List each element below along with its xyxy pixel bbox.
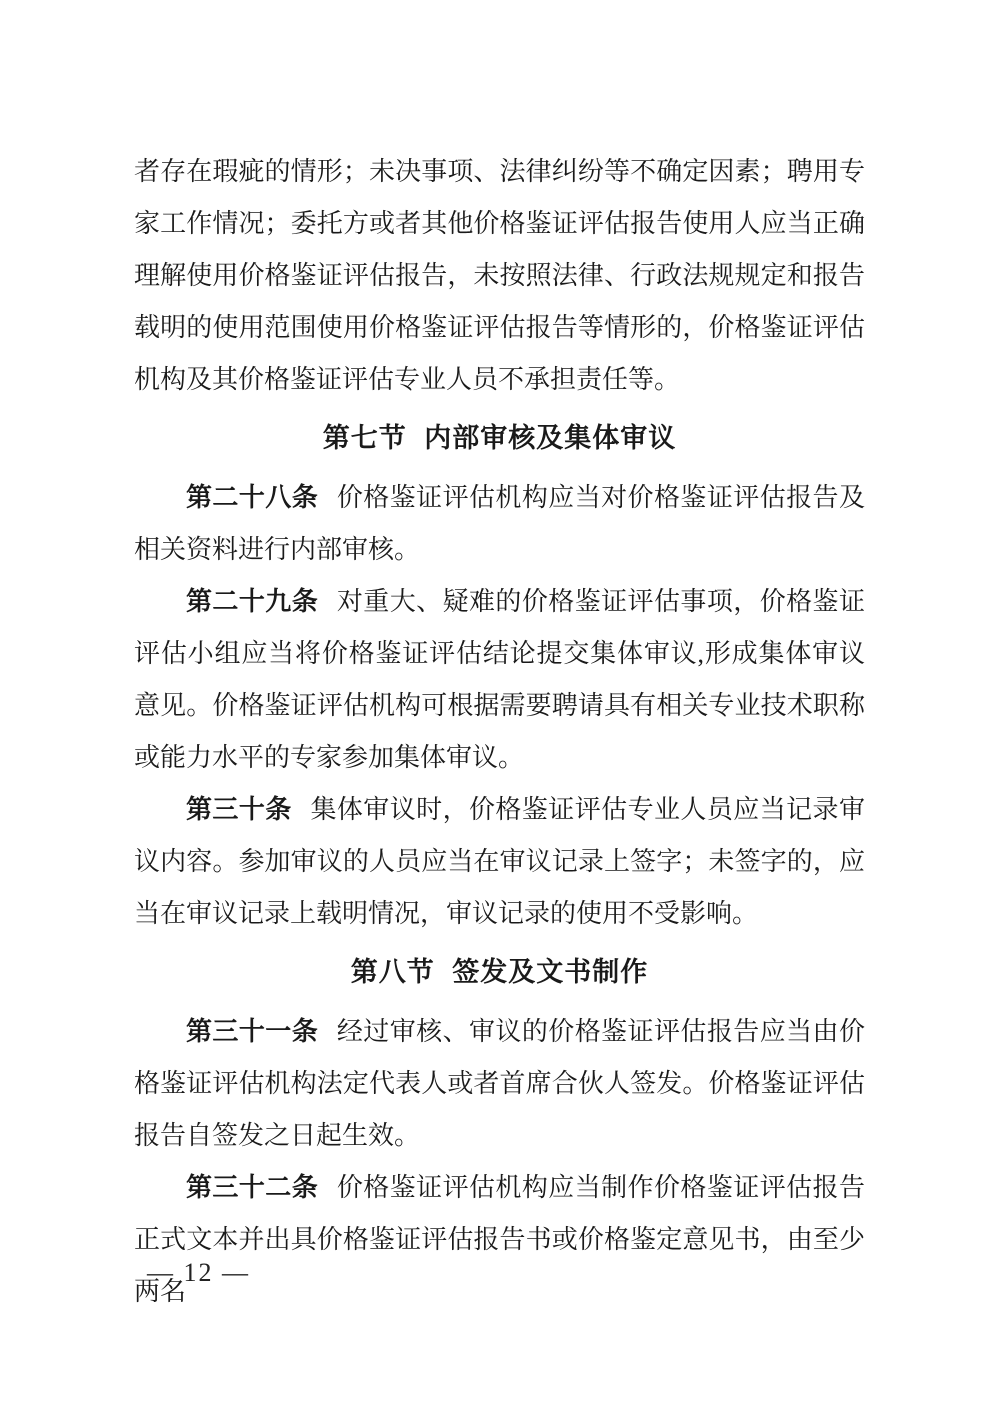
article-paragraph <box>134 1006 865 1162</box>
article-number: 第三十二条 <box>186 1173 319 1202</box>
article-number: 第二十八条 <box>186 483 319 512</box>
article-paragraph <box>134 1162 865 1318</box>
article-paragraph <box>134 576 865 784</box>
continuation-paragraph: 者存在瑕疵的情形；未决事项、法律纠纷等不确定因素；聘用专家工作情况；委托方或者其他价格鉴证评估报告使用人应当正确理解使用价格鉴证评估报告，未按照法律、行政法规规定和报告载明的使用范围使用价格鉴证评估报告等情形的，价格鉴证评估机构及其价格鉴证评估专业人员不承担责任等。 <box>134 157 865 394</box>
section-number: 第八节 <box>350 957 435 987</box>
article-text: 经过审核、审议的价格鉴证评估报告应当由价格鉴证评估机构法定代表人或者首席合伙人签发。价格鉴证评估报告自签发之日起生效。 <box>134 1017 865 1150</box>
section-number: 第七节 <box>322 423 407 453</box>
article-number: 第三十条 <box>186 795 292 824</box>
article-text: 对重大、疑难的价格鉴证评估事项，价格鉴证评估小组应当将价格鉴证评估结论提交集体审议,形成集体审议意见。价格鉴证评估机构可根据需要聘请具有相关专业技术职称或能力水平的专家参加集体审议。 <box>134 587 865 772</box>
article-number: 第二十九条 <box>186 587 319 616</box>
document-body <box>134 146 865 1318</box>
article-text: 价格鉴证评估机构应当对价格鉴证评估报告及相关资料进行内部审核。 <box>134 483 865 564</box>
page-number: — 12 — <box>147 1258 250 1287</box>
section-heading <box>134 412 865 464</box>
article-text: 价格鉴证评估机构应当制作价格鉴证评估报告正式文本并出具价格鉴证评估报告书或价格鉴定意见书，由至少两名 <box>134 1173 865 1306</box>
article-text: 集体审议时，价格鉴证评估专业人员应当记录审议内容。参加审议的人员应当在审议记录上签字；未签字的，应当在审议记录上载明情况，审议记录的使用不受影响。 <box>134 795 865 928</box>
section-heading <box>134 946 865 998</box>
section-title: 内部审核及集体审议 <box>424 423 677 453</box>
page-footer <box>147 1253 250 1293</box>
article-paragraph <box>134 784 865 940</box>
article-paragraph <box>134 472 865 576</box>
article-number: 第三十一条 <box>186 1017 319 1046</box>
section-title: 签发及文书制作 <box>452 957 649 987</box>
